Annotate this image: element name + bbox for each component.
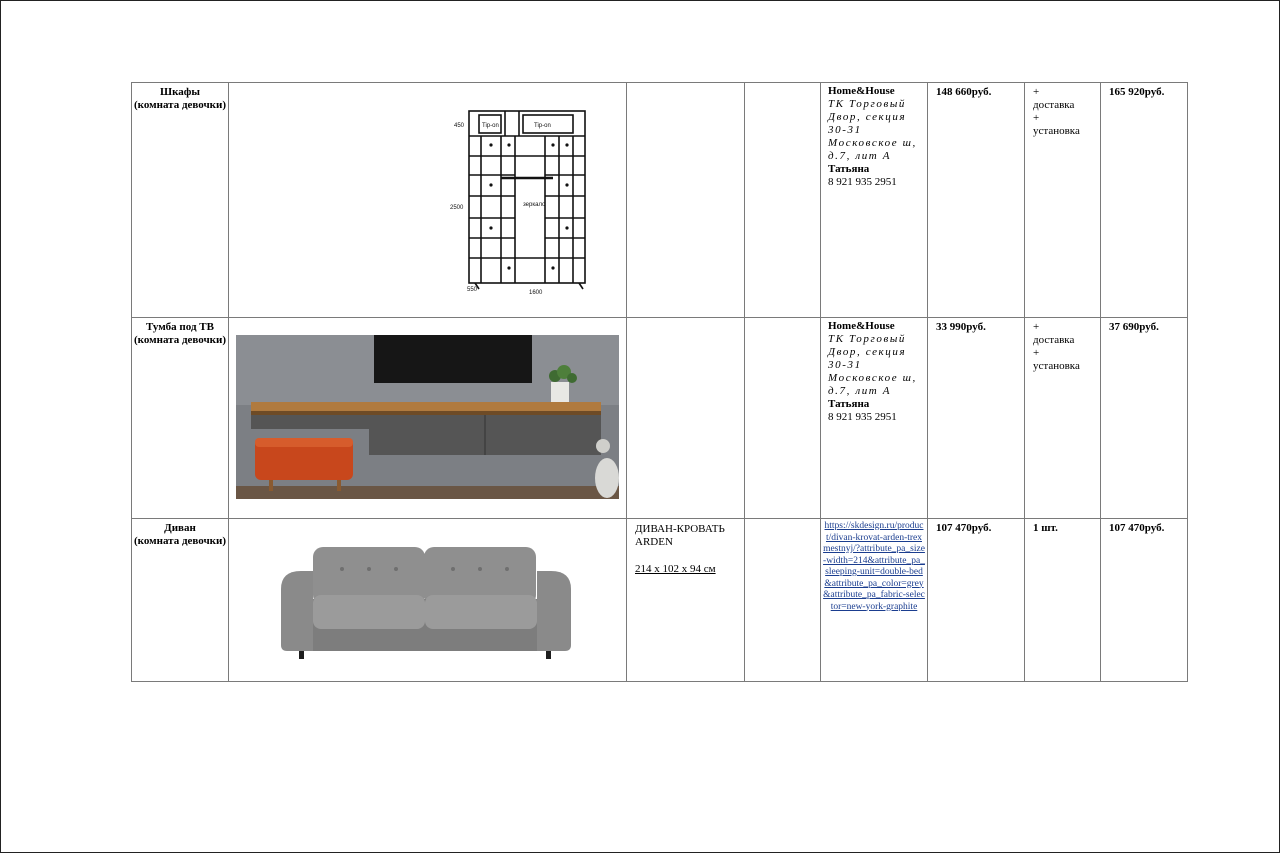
total-cell: 107 470руб. xyxy=(1101,519,1188,682)
item-name: Шкафы xyxy=(160,86,200,98)
item-description-cell xyxy=(627,83,745,318)
empty-cell xyxy=(745,83,821,318)
quantity-cell: 1 шт. xyxy=(1025,519,1101,682)
item-name-cell xyxy=(132,83,229,318)
supplier-cell xyxy=(821,318,928,519)
item-image-cell xyxy=(229,83,627,318)
item-room: (комната девочки) xyxy=(133,535,227,547)
door-label-right: Tip-on xyxy=(534,123,551,129)
item-description-cell xyxy=(627,318,745,519)
note-cell xyxy=(1025,318,1101,519)
note-line: доставка xyxy=(1033,99,1075,111)
note-line: + xyxy=(1033,112,1040,124)
total-cell: 37 690руб. xyxy=(1101,318,1188,519)
wardrobe-drawing-icon xyxy=(229,83,627,316)
note-line: + xyxy=(1033,347,1040,359)
supplier-address: ТК Торговый Двор, секция 30-31 Московское ш, д.7, лит А xyxy=(828,333,917,397)
item-image-cell xyxy=(229,318,627,519)
supplier-contact: Татьяна xyxy=(828,398,870,410)
table-row xyxy=(132,318,1188,519)
mirror-label: зеркало xyxy=(523,202,546,208)
supplier-contact: Татьяна xyxy=(828,163,870,175)
supplier-cell xyxy=(821,83,928,318)
tv-stand-photo-icon xyxy=(229,318,627,517)
supplier-name: Home&House xyxy=(828,320,895,332)
item-dimensions: 214 х 102 х 94 см xyxy=(635,563,716,575)
supplier-name: Home&House xyxy=(828,85,895,97)
note-line: + xyxy=(1033,321,1040,333)
product-link[interactable]: https://skdesign.ru/product/divan-krovat-arden-trexmestnyj/?attribute_pa_size-width=214&attribute_pa_sleeping-unit=double-bed&attribute_pa_color=grey&attribute_pa_fabric-selector=new-york-graphite xyxy=(823,521,925,612)
price-cell: 33 990руб. xyxy=(928,318,1025,519)
link-cell xyxy=(821,519,928,682)
item-name-cell xyxy=(132,318,229,519)
item-description-cell xyxy=(627,519,745,682)
empty-cell xyxy=(745,318,821,519)
sofa-photo-icon xyxy=(229,519,627,680)
price-cell: 148 660руб. xyxy=(928,83,1025,318)
door-label-left: Tip-on xyxy=(482,123,499,129)
supplier-address: ТК Торговый Двор, секция 30-31 Московское ш, д.7, лит А xyxy=(828,98,917,162)
note-line: установка xyxy=(1033,360,1080,372)
item-name: Тумба под ТВ xyxy=(146,321,214,333)
width-total-label: 1600 xyxy=(529,290,543,296)
note-cell xyxy=(1025,83,1101,318)
item-description: ДИВАН-КРОВАТЬ ARDEN xyxy=(635,523,725,548)
item-room: (комната девочки) xyxy=(133,99,227,111)
item-image-cell xyxy=(229,519,627,682)
supplier-phone: 8 921 935 2951 xyxy=(828,176,897,188)
note-line: установка xyxy=(1033,125,1080,137)
supplier-phone: 8 921 935 2951 xyxy=(828,411,897,423)
height-main-label: 2500 xyxy=(450,205,464,211)
total-cell: 165 920руб. xyxy=(1101,83,1188,318)
table-row xyxy=(132,83,1188,318)
note-line: доставка xyxy=(1033,334,1075,346)
empty-cell xyxy=(745,519,821,682)
furniture-spec-table xyxy=(131,82,1188,682)
price-cell: 107 470руб. xyxy=(928,519,1025,682)
note-line: + xyxy=(1033,86,1040,98)
width-left-label: 550 xyxy=(467,287,478,293)
item-name: Диван xyxy=(164,522,196,534)
item-room: (комната девочки) xyxy=(133,334,227,346)
height-top-label: 450 xyxy=(454,123,465,129)
item-name-cell xyxy=(132,519,229,682)
table-row xyxy=(132,519,1188,682)
